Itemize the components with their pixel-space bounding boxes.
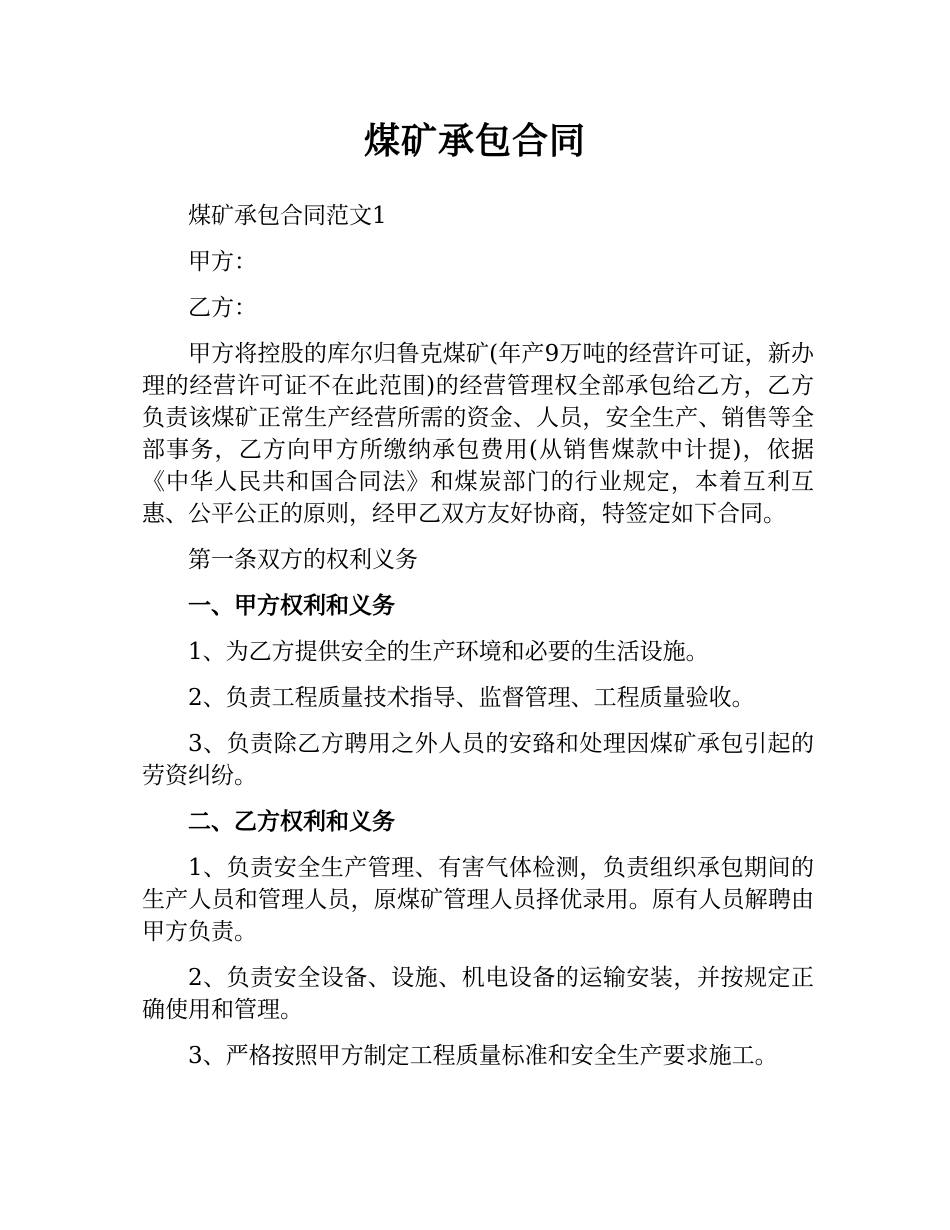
list-item: 3、负责除乙方聘用之外人员的安臵和处理因煤矿承包引起的劳资纠纷。	[142, 731, 814, 789]
document-body	[142, 200, 814, 1086]
paragraph-party-a: 甲方：	[188, 249, 257, 275]
paragraph-party-b: 乙方：	[188, 295, 257, 321]
section-heading-party-b: 二、乙方权利和义务	[188, 809, 395, 835]
article-heading: 第一条双方的权利义务	[188, 547, 418, 573]
paragraph-preamble: 甲方将控股的库尔归鲁克煤矿(年产9万吨的经营许可证，新办理的经营许可证不在此范围)的经营管理权全部承包给乙方，乙方负责该煤矿正常生产经营所需的资金、人员，安全生产、销售等全部事务，乙方向甲方所缴纳承包费用(从销售煤款中计提)，依据《中华人民共和国合同法》和煤炭部门的行业规定，本着互利互惠、公平公正的原则，经甲乙双方友好协商，特签定如下合同。	[142, 341, 814, 527]
list-item: 2、负责工程质量技术指导、监督管理、工程质量验收。	[188, 685, 755, 711]
list-item: 1、负责安全生产管理、有害气体检测，负责组织承包期间的生产人员和管理人员，原煤矿管理人员择优录用。原有人员解聘由甲方负责。	[142, 855, 814, 945]
list-item: 1、为乙方提供安全的生产环境和必要的生活设施。	[188, 639, 709, 665]
list-item: 3、严格按照甲方制定工程质量标准和安全生产要求施工。	[188, 1043, 778, 1069]
list-item: 2、负责安全设备、设施、机电设备的运输安装，并按规定正确使用和管理。	[142, 965, 814, 1023]
document-title: 煤矿承包合同	[363, 121, 586, 162]
paragraph-subtitle: 煤矿承包合同范文1	[188, 203, 387, 229]
section-heading-party-a: 一、甲方权利和义务	[188, 593, 395, 619]
